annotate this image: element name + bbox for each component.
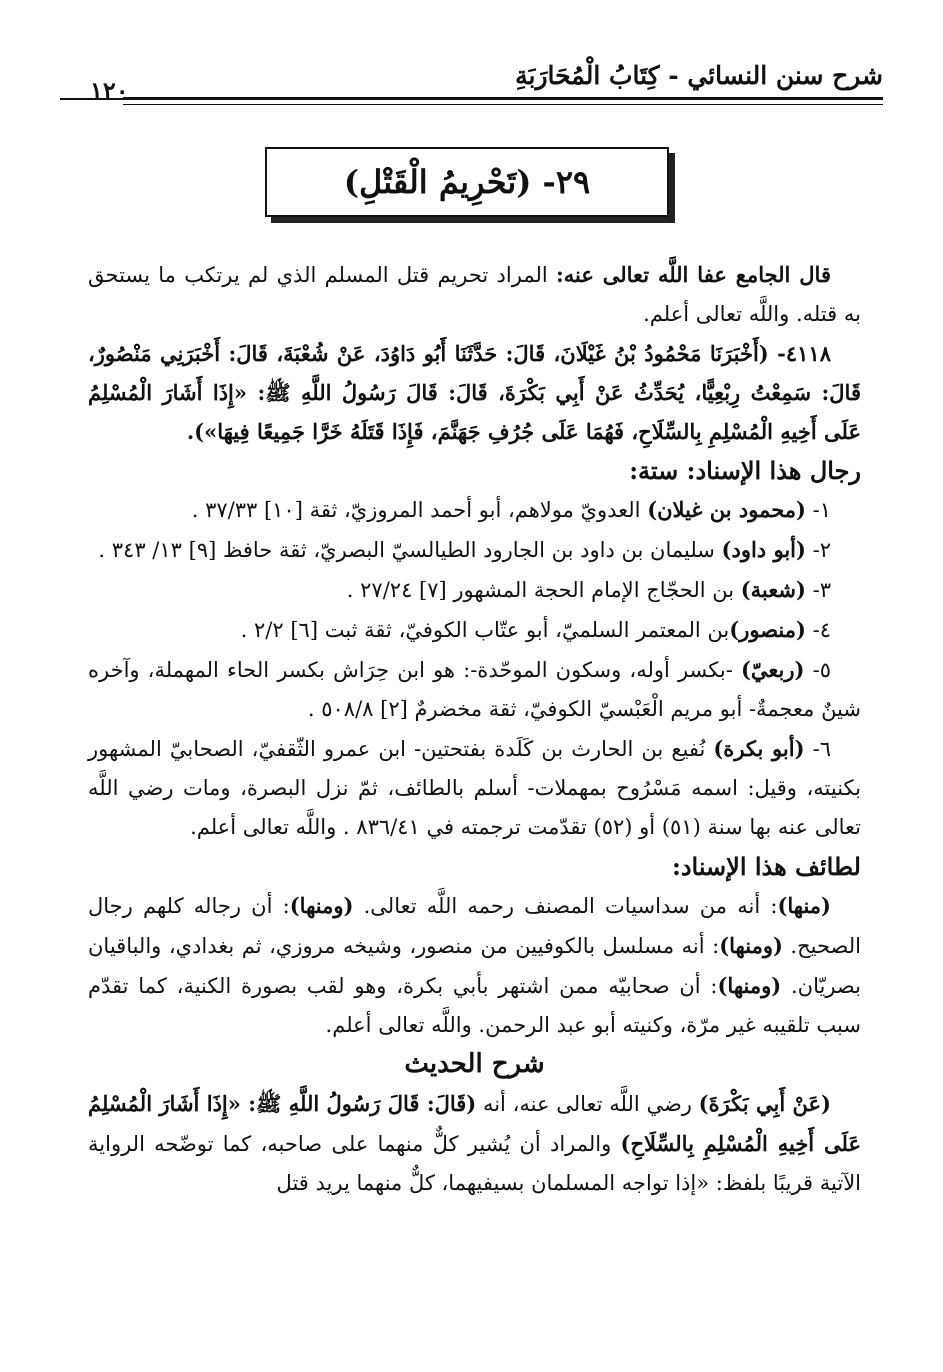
intro-text: المراد تحريم قتل المسلم الذي لم يرتكب ما يستحق به قتله. واللَّه تعالى أعلم. (88, 263, 861, 326)
lataif-label: (منها) (777, 893, 831, 918)
header-double-rule (123, 97, 883, 105)
narrator-item (88, 570, 861, 610)
narrator-number: ١- (805, 498, 831, 522)
lataif-label: (ومنها) (719, 933, 783, 958)
sharh-quote: (قَالَ: قَالَ رَسُولُ اللَّهِ ﷺ: «إِذَا أَشَارَ الْمُسْلِمُ عَلَى أَخِيهِ الْمُسْلِمِ بِالسِّلَاحِ) (88, 1091, 861, 1156)
narrator-name: (ربعيّ) (740, 657, 805, 682)
narrator-number: ٥- (804, 658, 831, 682)
lataif-label: (ومنها) (289, 893, 354, 918)
hadith-text: (أَخْبَرَنَا مَحْمُودُ بْنُ غَيْلَانَ، قَالَ: حَدَّثَنَا أَبُو دَاوُدَ، عَنْ شُعْبَةَ، قَالَ: أَخْبَرَنِي مَنْصُورٌ، قَالَ: سَمِعْتُ رِبْعِيًّا، يُحَدِّثُ عَنْ أَبِي بَكْرَةَ، قَالَ: قَالَ رَسُولُ اللَّهِ ﷺ: «إِذَا أَشَارَ الْمُسْلِمُ عَلَى أَخِيهِ الْمُسْلِمِ بِالسِّلَاحِ، فَهُمَا عَلَى جُرُفِ جَهَنَّمَ، فَإِذَا قَتَلَهُ خَرَّا جَمِيعًا فِيهَا»). (88, 341, 861, 444)
sharh-heading: شرح الحديث (404, 1049, 545, 1079)
sharh-paragraph (88, 1084, 861, 1203)
intro-paragraph (88, 255, 861, 334)
narrator-name: (محمود بن غيلان) (647, 497, 806, 522)
chapter-title-box (265, 147, 669, 217)
narrator-text: نُفيع بن الحارث بن كَلَدة بفتحتين- ابن عمرو الثّقفيّ، الصحابيّ المشهور بكنيته، وقيل: اسمه مَسْرُوح بمهملات- أسلم بالطائف، ثمّ نزل البصرة، ومات رضي اللَّه تعالى عنه بها سنة (٥١) أو (٥٢) تقدّمت ترجمته في ٨٣٦/٤١ . واللَّه تعالى أعلم. (88, 737, 861, 839)
header-title: شرح سنن النسائي - كِتَابُ الْمُحَارَبَةِ (515, 61, 883, 90)
narrators-heading: رجال هذا الإسناد: ستة: (629, 456, 861, 485)
narrator-name: (أبو بكرة) (713, 736, 805, 761)
narrator-name: (شعبة) (740, 577, 806, 602)
page-number: ١٢٠ (90, 76, 129, 105)
lataif-paragraph (88, 886, 861, 1045)
narrator-item (88, 650, 861, 729)
narrator-number: ٢- (805, 538, 831, 562)
lataif-text: : أنه من سداسيات المصنف رحمه اللَّه تعالى. (353, 894, 778, 918)
sharh-text: رضي اللَّه تعالى عنه، أنه (476, 1092, 699, 1116)
narrator-text: سليمان بن داود بن الجارود الطيالسيّ البصريّ، ثقة حافظ [٩] ١٣/ ٣٤٣ . (98, 538, 722, 562)
narrator-name: (أبو داود) (721, 537, 806, 562)
lataif-label: (ومنها) (717, 973, 782, 998)
chapter-title: ٢٩- (تَحْرِيمُ الْقَتْلِ) (343, 163, 591, 201)
hadith-number: ٤١١٨- (768, 341, 831, 366)
narrator-text: العدويّ مولاهم، أبو أحمد المروزيّ، ثقة [١٠] ٣٧/٣٣ . (191, 498, 648, 522)
sharh-text: والمراد أن يُشير كلٌّ منهما على صاحبه، كما توضّحه الرواية الآتية قريبًا بلفظ: «إذا تواجه المسلمان بسيفيهما، كلٌّ منهما يريد قتل (88, 1132, 861, 1195)
hadith-paragraph (88, 334, 861, 451)
narrator-number: ٦- (804, 737, 831, 761)
intro-lead: قال الجامع عفا اللَّه تعالى عنه: (555, 262, 831, 287)
narrator-number: ٤- (805, 618, 831, 642)
narrator-text: -بكسر أوله، وسكون الموحّدة-: هو ابن حِرَاش بكسر الحاء المهملة، وآخره شينٌ معجمةٌ- أبو مريم الْعَبْسيّ الكوفيّ، ثقة مخضرمٌ [٢] ٥٠٨/٨ . (88, 658, 861, 721)
main-text (88, 255, 861, 1203)
lataif-text: : أن صحابيّه ممن اشتهر بأبي بكرة، وهو لقب بصورة الكنية، كما تقدّم سبب تلقيبه غير مرّة، وكنيته أبو عبد الرحمن. واللَّه تعالى أعلم. (88, 974, 861, 1037)
narrator-number: ٣- (805, 578, 831, 602)
lataif-text: : أن رجاله كلهم رجال الصحيح. (88, 894, 862, 958)
lataif-heading: لطائف هذا الإسناد: (671, 852, 861, 881)
narrator-name: (منصور) (729, 617, 806, 642)
narrator-text: بن الحجّاج الإمام الحجة المشهور [٧] ٢٧/٢٤ . (346, 578, 741, 602)
narrator-text: بن المعتمر السلميّ، أبو عتّاب الكوفيّ، ثقة ثبت [٦] ٢/٢ . (240, 618, 730, 642)
narrator-item (88, 729, 861, 847)
narrator-item (88, 490, 861, 530)
sharh-quote: (عَنْ أَبِي بَكْرَةَ) (698, 1091, 831, 1116)
narrator-item (88, 610, 861, 650)
lataif-text: : أنه مسلسل بالكوفيين من منصور، وشيخه مروزي، ثم بغدادي، والباقيان بصريّان. (88, 934, 861, 998)
narrator-item (88, 530, 861, 570)
